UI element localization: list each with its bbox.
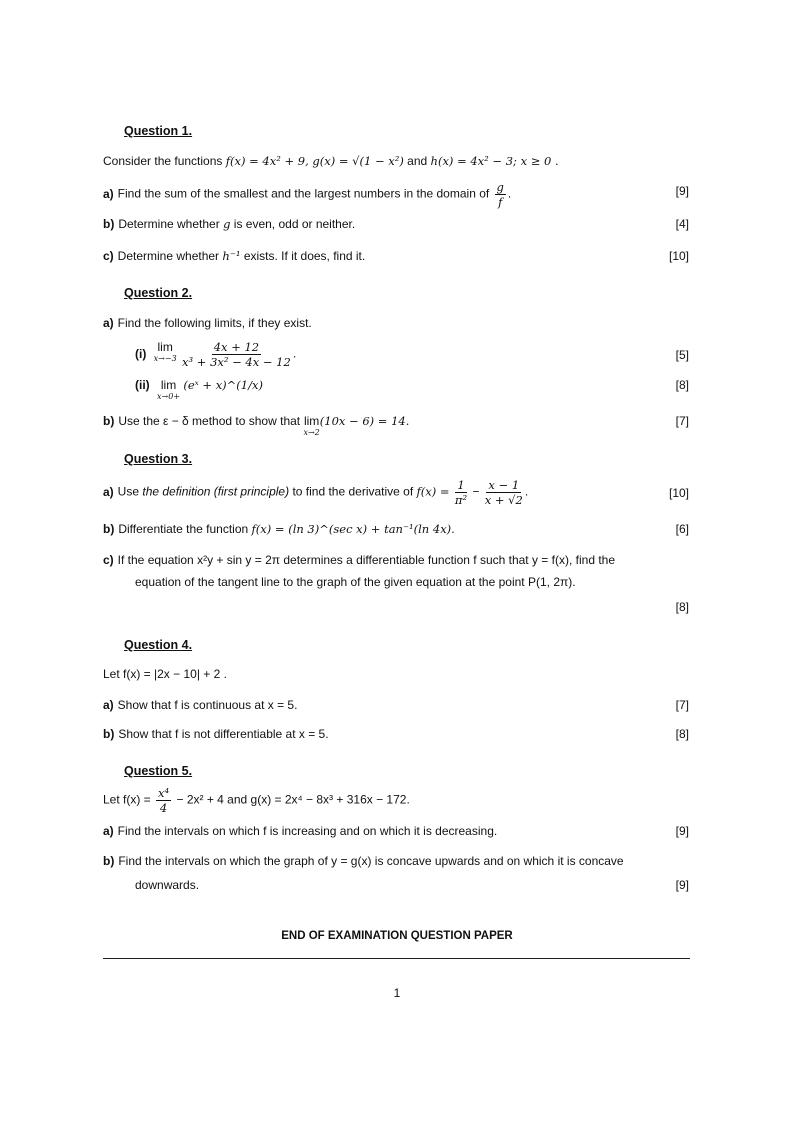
- text: Show that f is not differentiable at x = 5.: [118, 727, 329, 741]
- lim: lim: [303, 414, 320, 428]
- marks: [8]: [675, 600, 689, 614]
- marks: [7]: [675, 698, 689, 712]
- marks: [8]: [675, 378, 689, 392]
- marks: [9]: [675, 184, 689, 198]
- marks: [10]: [668, 249, 689, 263]
- q2aii: [135, 378, 263, 401]
- q5b-continuation: downwards.: [135, 878, 200, 892]
- divider: [103, 958, 690, 959]
- num: g: [496, 180, 504, 194]
- marks: [10]: [668, 486, 689, 500]
- text: Find the following limits, if they exist.: [117, 316, 312, 330]
- num: 4x + 12: [213, 340, 260, 354]
- fraction: [455, 478, 467, 507]
- text: Let f(x) =: [103, 792, 151, 807]
- den: π²: [454, 493, 468, 507]
- fraction: [485, 478, 523, 507]
- text: Use the ε − δ method to show that: [118, 414, 301, 428]
- label: a): [103, 698, 114, 712]
- text: Differentiate the function: [118, 522, 249, 536]
- q3c-continuation: equation of the tangent line to the graph of the given equation at the point P(1, 2π).: [135, 575, 576, 589]
- q3b: [103, 522, 455, 536]
- text: Find the sum of the smallest and the largest numbers in the domain of: [117, 186, 490, 201]
- math: g: [223, 217, 231, 231]
- q3c: [103, 553, 615, 567]
- q1a: a) Find the sum of the smallest and the largest numbers in the domain of $\frac{g}{f}$ .: [103, 180, 512, 209]
- sub: x→−3: [153, 354, 177, 363]
- q1c: [103, 249, 365, 263]
- label: (i): [135, 346, 147, 361]
- label: c): [103, 249, 114, 263]
- math: f(x) =: [416, 484, 450, 499]
- lim: lim: [160, 378, 177, 392]
- text: Find the intervals on which f is increasing and on which it is decreasing.: [117, 824, 498, 838]
- q2a: [103, 316, 312, 330]
- sub: x→2: [303, 428, 320, 437]
- limit: [303, 414, 319, 437]
- label: b): [103, 727, 115, 741]
- page-number: 1: [393, 986, 401, 1000]
- label: b): [103, 522, 115, 536]
- text: − 2x² + 4 and g(x) = 2x⁴ − 8x³ + 316x − 172.: [176, 792, 410, 807]
- q5a: [103, 824, 497, 838]
- lim: lim: [157, 340, 173, 354]
- text: Determine whether: [118, 217, 220, 231]
- text: exists. If it does, find it.: [243, 249, 366, 263]
- q4a: [103, 698, 297, 712]
- text: Determine whether: [117, 249, 220, 263]
- marks: [6]: [675, 522, 689, 536]
- marks: [8]: [675, 727, 689, 741]
- italic-text: the definition (first principle): [142, 484, 290, 499]
- q5-heading: Question 5.: [124, 764, 193, 778]
- text: is even, odd or neither.: [233, 217, 356, 231]
- marks: [9]: [675, 878, 689, 892]
- math: h⁻¹: [222, 249, 241, 263]
- math: h(x) = 4x² − 3; x ≥ 0 .: [430, 154, 559, 168]
- q4-heading: Question 4.: [124, 638, 193, 652]
- q4-intro: Let f(x) = |2x − 10| + 2 .: [103, 667, 227, 681]
- marks: [9]: [675, 824, 689, 838]
- math: (10x − 6) = 14.: [319, 414, 410, 428]
- label: a): [103, 316, 114, 330]
- q3-heading: Question 3.: [124, 452, 193, 466]
- limit: [154, 340, 177, 363]
- math: f(x) = 4x² + 9, g(x) = √(1 − x²): [225, 154, 404, 168]
- num: x⁴: [158, 786, 170, 800]
- fraction: [495, 180, 506, 209]
- text: and: [407, 154, 428, 168]
- q1-heading: Question 1.: [124, 124, 193, 138]
- marks: [7]: [675, 414, 689, 428]
- q1-intro: [103, 154, 559, 168]
- q2b: [103, 414, 409, 437]
- q5-intro: [103, 786, 410, 815]
- label: b): [103, 854, 115, 868]
- text: Consider the functions: [103, 154, 223, 168]
- sub: x→0+: [157, 392, 181, 401]
- label: b): [103, 217, 115, 231]
- text: Find the intervals on which the graph of y = g(x) is concave upwards and on which it is concave: [118, 854, 624, 868]
- q1b: [103, 217, 355, 231]
- den: 4: [159, 801, 168, 815]
- end-of-paper: END OF EXAMINATION QUESTION PAPER: [281, 930, 513, 942]
- q3a: a) Use the definition (first principle) to find the derivative of f(x) = $\frac{1}{\text{π²}}$ − $\frac{x - 1}{x + √2}$ .: [103, 478, 529, 507]
- label: b): [103, 414, 115, 428]
- text: Show that f is continuous at x = 5.: [117, 698, 298, 712]
- fraction: [156, 786, 171, 815]
- den: x + √2: [484, 493, 523, 507]
- marks: [5]: [675, 348, 689, 362]
- label: (ii): [135, 378, 150, 392]
- label: a): [103, 186, 114, 201]
- q5b: [103, 854, 624, 868]
- limit: [157, 378, 180, 401]
- text: to find the derivative of: [292, 484, 414, 499]
- fraction: [182, 340, 291, 369]
- label: c): [103, 553, 114, 567]
- text: Use: [117, 484, 140, 499]
- text: If the equation x²y + sin y = 2π determines a differentiable function f such that y = f(x), find the: [117, 553, 616, 567]
- num: 1: [457, 478, 465, 492]
- den: f: [498, 195, 503, 209]
- q2-heading: Question 2.: [124, 286, 193, 300]
- marks: [4]: [675, 217, 689, 231]
- label: a): [103, 484, 114, 499]
- q2ai: (i) lim x→−3 $\frac{4x + 12}{\text{x³ + 3x² − 4x − 12}}$ .: [135, 340, 297, 369]
- math: (eˣ + x)^(1/x): [183, 378, 263, 392]
- math: f(x) = (ln 3)^(sec x) + tan⁻¹(ln 4x).: [251, 522, 455, 536]
- q4b: [103, 727, 329, 741]
- den: x³ + 3x² − 4x − 12: [182, 355, 291, 369]
- label: a): [103, 824, 114, 838]
- num: x − 1: [488, 478, 520, 492]
